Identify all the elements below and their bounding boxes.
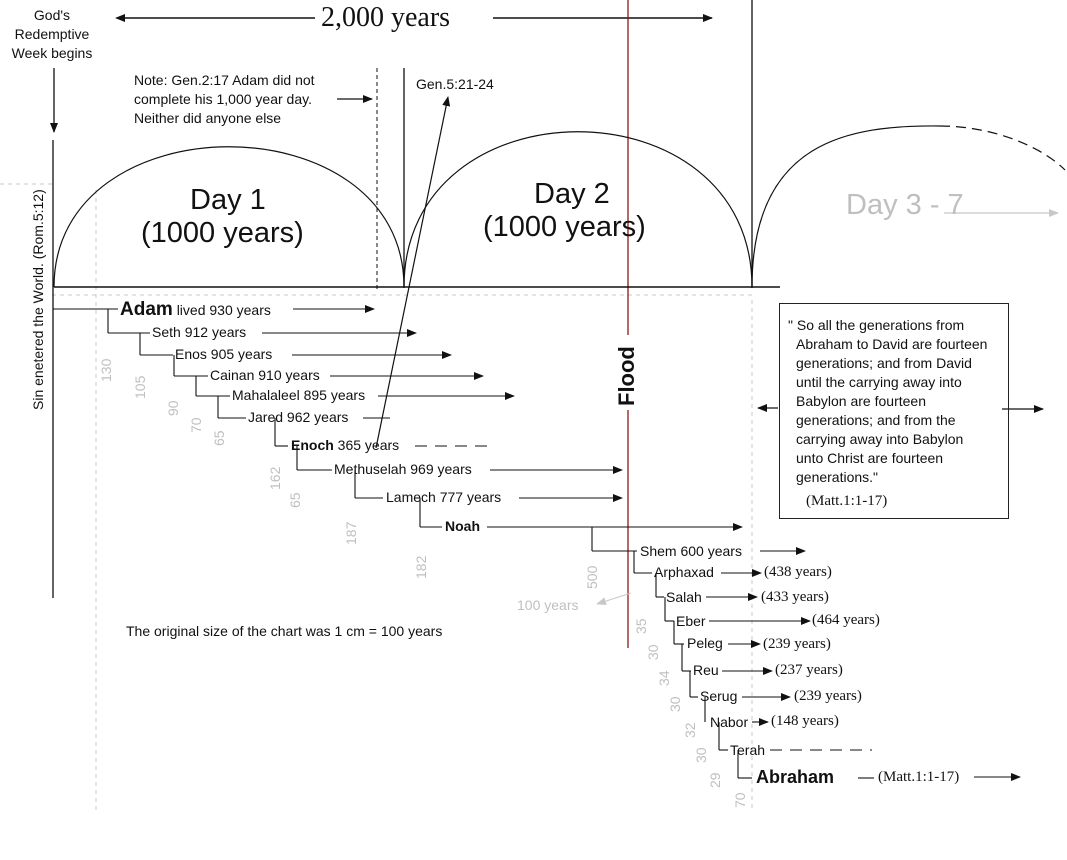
patriarch-enos: Enos 905 years <box>175 346 273 362</box>
sin-entered-world-label: Sin enetered the World. (Rom.5:12) <box>30 189 46 410</box>
patriarch-nabor-name: Nabor <box>710 714 749 730</box>
begat-age-label: 30 <box>693 747 709 763</box>
patriarch-abraham: Abraham <box>756 767 835 787</box>
quote-text: " So all the generations from Abraham to David are fourteen generations; and from David until the carrying away into Babylon are fourteen generations; and from the carrying away into Babylon unto Christ are fourteen generations." <box>788 317 988 485</box>
patriarch-enoch-years: 365 years <box>337 437 400 453</box>
patriarch-adam-years: lived 930 years <box>176 302 271 318</box>
abraham-matthew-reference: (Matt.1:1-17) <box>878 769 960 785</box>
two-thousand-years-label: 2,000 years <box>321 2 451 33</box>
begat-age-label: 34 <box>656 670 672 686</box>
patriarch-arphaxad-years: (438 years) <box>764 564 832 580</box>
quote-reference: (Matt.1:1-17) <box>806 493 888 509</box>
begat-age-label: 29 <box>707 772 723 788</box>
patriarch-serug-name: Serug <box>700 688 738 704</box>
begat-age-label: 30 <box>645 644 661 660</box>
patriarch-terah: Terah <box>730 742 766 758</box>
patriarch-cainan: Cainan 910 years <box>210 367 320 383</box>
patriarch-seth: Seth 912 years <box>152 324 247 340</box>
patriarch-salah-name: Salah <box>666 589 702 605</box>
patriarch-peleg-years: (239 years) <box>763 636 831 652</box>
scale-hint-label: 100 years <box>517 597 579 613</box>
begat-age-label: 35 <box>633 618 649 634</box>
begat-age-label: 90 <box>165 400 181 416</box>
begat-age-label: 65 <box>287 492 303 508</box>
patriarch-enoch <box>291 438 399 452</box>
begat-age-label: 70 <box>188 417 204 433</box>
day-2-years: (1000 years) <box>483 211 646 243</box>
begat-age-label: 187 <box>343 521 359 545</box>
guide-lines <box>0 184 752 810</box>
day-1-years: (1000 years) <box>141 217 304 249</box>
redemptive-week-begins-label: God's Redemptive Week begins <box>11 7 93 61</box>
begat-age-label: 32 <box>682 722 698 738</box>
patriarch-nabor-years: (148 years) <box>771 713 839 729</box>
begat-age-label: 105 <box>132 375 148 399</box>
day-3-7-label: Day 3 - 7 <box>846 189 964 221</box>
begat-age-label: 70 <box>732 792 748 808</box>
day-2-title: Day 2 <box>534 178 610 210</box>
begat-age-label: 65 <box>211 430 227 446</box>
patriarch-eber-years: (464 years) <box>812 612 880 628</box>
patriarch-arphaxad-name: Arphaxad <box>654 564 714 580</box>
patriarch-adam <box>120 300 271 319</box>
patriarch-salah-years: (433 years) <box>761 589 829 605</box>
patriarch-adam-name: Adam <box>120 299 173 320</box>
matthew-quote-box <box>779 303 1009 519</box>
patriarch-methuselah: Methuselah 969 years <box>334 461 472 477</box>
patriarch-peleg-name: Peleg <box>687 635 723 651</box>
begat-age-label: 30 <box>667 696 683 712</box>
patriarch-reu-years: (237 years) <box>775 662 843 678</box>
gen-5-21-24-reference: Gen.5:21-24 <box>416 76 494 92</box>
patriarch-eber-name: Eber <box>676 613 706 629</box>
begat-age-label: 500 <box>584 565 600 589</box>
patriarch-reu-name: Reu <box>693 662 719 678</box>
begat-age-label: 182 <box>413 555 429 579</box>
day-1-title: Day 1 <box>190 184 266 216</box>
patriarch-serug-years: (239 years) <box>794 688 862 704</box>
original-size-note: The original size of the chart was 1 cm = 100 years <box>126 623 443 639</box>
patriarch-noah: Noah <box>445 518 480 534</box>
gen-2-17-note: Note: Gen.2:17 Adam did not complete his 1,000 year day. Neither did anyone else <box>134 72 315 126</box>
patriarch-jared: Jared 962 years <box>248 409 349 425</box>
flood-label: Flood <box>614 346 639 406</box>
patriarch-enoch-name: Enoch <box>291 437 334 453</box>
begat-age-label: 162 <box>267 466 283 490</box>
patriarch-shem: Shem 600 years <box>640 543 742 559</box>
patriarch-lamech: Lamech 777 years <box>386 489 502 505</box>
begat-age-label: 130 <box>98 358 114 382</box>
patriarch-mahalaleel: Mahalaleel 895 years <box>232 387 366 403</box>
